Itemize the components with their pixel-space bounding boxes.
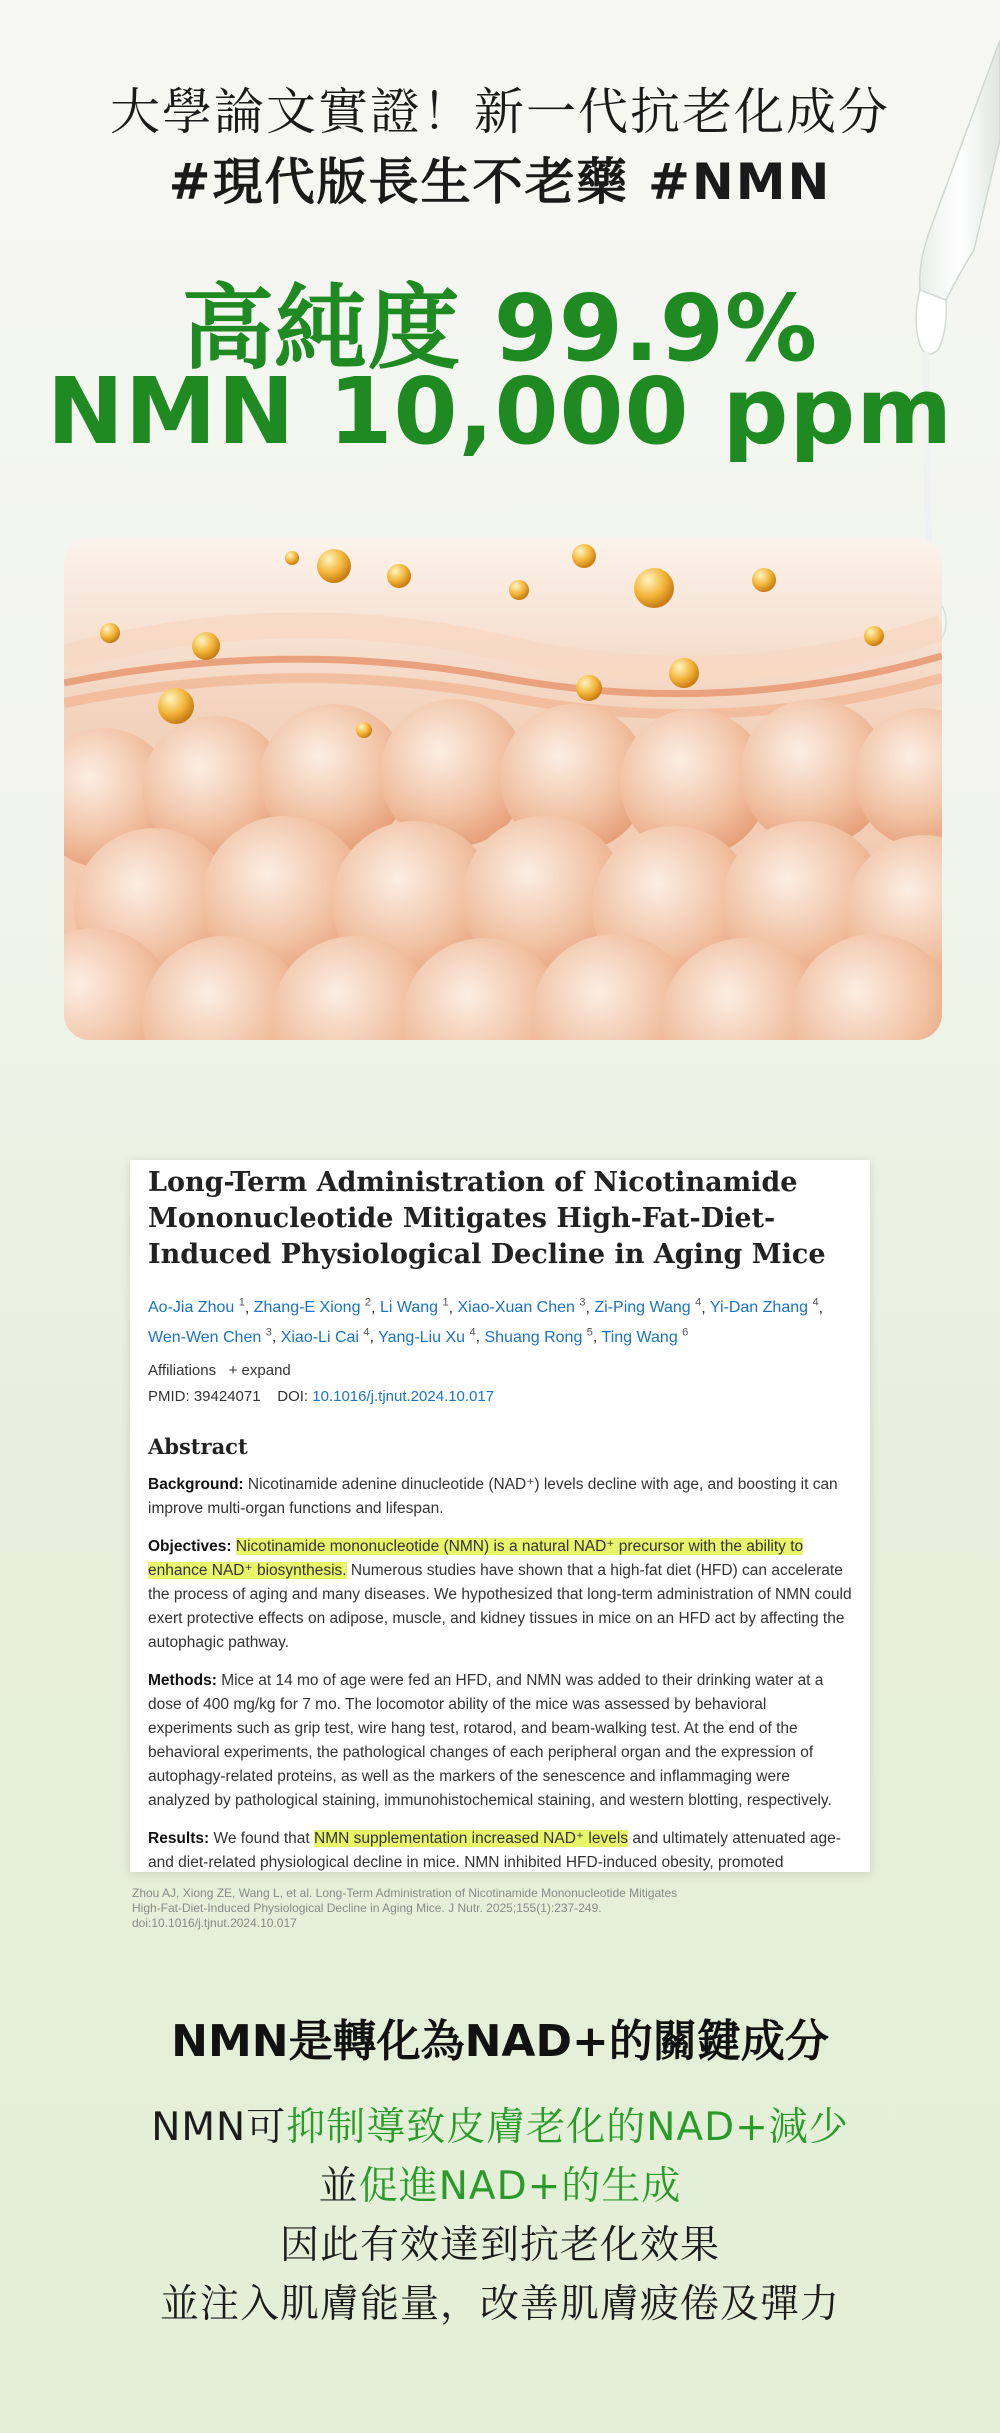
objectives-text: Numerous studies have shown that a high-fat diet (HFD) can accelerate the process of aging and many diseases. We hypothesized that long-term administration of NMN could exert protective effects on adipose, muscle, and kidney tissues in mice on an HFD act by affecting the autophagic pathway.	[148, 1561, 852, 1651]
author-link[interactable]: Wen-Wen Chen $^3$	[148, 1326, 272, 1346]
author-affiliation-number: 2	[364, 1297, 372, 1309]
author-link[interactable]: Ao-Jia Zhou $^1$	[148, 1297, 245, 1317]
identifier-row	[148, 1384, 852, 1410]
author-affiliation-number: 3	[579, 1297, 586, 1309]
author-list	[148, 1291, 852, 1350]
author-affiliation-number: 3	[265, 1326, 272, 1339]
doi-link[interactable]: 10.1016/j.tjnut.2024.10.017	[312, 1387, 495, 1405]
abstract-background	[148, 1473, 852, 1521]
research-paper-card	[130, 1160, 870, 1872]
author-separator: ,	[369, 1328, 379, 1346]
citation: Zhou AJ, Xiong ZE, Wang L, et al. Long-Term Administration of Nicotinamide Mononucleotide Mitigates High-Fat-Diet-Induced Physiological Decline in Aging Mice. J Nutr. 2025;155(1):237-249. doi:10.1016/j.tjnut.2024.10.017	[132, 1886, 678, 1930]
body-line-3: 因此有效達到抗老化效果	[279, 2223, 720, 2268]
body-line-2b: 促進NAD+的生成	[358, 2164, 682, 2209]
background-text: Nicotinamide adenine dinucleotide (NAD⁺) levels decline with age, and boosting it can improve multi-organ functions and lifespan.	[148, 1475, 838, 1517]
objectives-label: Objectives:	[148, 1537, 232, 1555]
author-affiliation-number: 5	[586, 1326, 593, 1339]
section-title: NMN是轉化為NAD+的關鍵成分	[171, 2016, 829, 2067]
pmid: PMID: 39424071	[148, 1387, 261, 1405]
author-link[interactable]: Yang-Liu Xu $^4$	[378, 1326, 476, 1346]
body-line-1a: NMN可	[151, 2105, 287, 2150]
author-link[interactable]: Xiao-Xuan Chen $^3$	[457, 1297, 586, 1317]
author-link[interactable]: Zhang-E Xiong $^2$	[253, 1297, 372, 1317]
affiliations-row	[148, 1358, 852, 1384]
methods-label: Methods:	[148, 1671, 217, 1689]
results-pre: We found that	[213, 1829, 310, 1847]
expand-link[interactable]: + expand	[228, 1361, 291, 1379]
author-link[interactable]: Li Wang $^1$	[379, 1297, 449, 1317]
author-affiliation-number: 6	[682, 1326, 689, 1339]
author-affiliation-number: 1	[442, 1297, 449, 1309]
author-link[interactable]: Shuang Rong $^5$	[484, 1326, 593, 1346]
abstract-heading: Abstract	[148, 1433, 248, 1459]
author-separator: ,	[818, 1299, 824, 1317]
background-label: Background:	[148, 1475, 244, 1493]
results-text: and ultimately attenuated age- and diet-related physiological decline in mice. NMN inhibited HFD-induced obesity, promoted	[148, 1829, 841, 1871]
abstract-objectives	[148, 1535, 852, 1655]
author-affiliation-number: 4	[363, 1326, 370, 1339]
results-label: Results:	[148, 1829, 210, 1847]
abstract-results	[148, 1827, 852, 1872]
affiliations-label: Affiliations	[148, 1361, 217, 1379]
body-line-2	[0, 2155, 1000, 2211]
hero-headline: 大學論文實證！新一代抗老化成分	[110, 83, 890, 141]
author-separator: ,	[475, 1328, 485, 1346]
author-link[interactable]: Ting Wang $^6$	[601, 1326, 689, 1346]
author-separator: ,	[592, 1328, 602, 1346]
concentration-text: NMN 10,000 ppm	[46, 358, 954, 465]
body-line-1b: 抑制導致皮膚老化的NAD+減少	[286, 2105, 849, 2150]
author-affiliation-number: 4	[695, 1297, 702, 1309]
skin-cells-illustration	[64, 538, 942, 1040]
author-link[interactable]: Xiao-Li Cai $^4$	[280, 1326, 370, 1346]
author-separator: ,	[448, 1299, 458, 1317]
purity-text: 高純度 99.9%	[181, 275, 819, 382]
author-separator: ,	[701, 1299, 710, 1317]
author-separator: ,	[371, 1299, 380, 1317]
hero-hashtags: #現代版長生不老藥 #NMN	[168, 153, 832, 211]
abstract-methods	[148, 1669, 852, 1813]
body-line-4: 並注入肌膚能量，改善肌膚疲倦及彈力	[159, 2282, 840, 2327]
results-highlight: NMN supplementation increased NAD⁺ levels	[314, 1829, 629, 1847]
doi-label: DOI:	[277, 1387, 309, 1405]
author-separator: ,	[244, 1299, 254, 1317]
body-line-1	[0, 2096, 1000, 2152]
paper-title: Long-Term Administration of Nicotinamide Mononucleotide Mitigates High-Fat-Diet-Induced Physiological Decline in Aging Mice	[148, 1167, 826, 1270]
body-line-2a: 並	[318, 2164, 359, 2209]
author-link[interactable]: Yi-Dan Zhang $^4$	[709, 1297, 819, 1317]
author-separator: ,	[585, 1299, 595, 1317]
author-affiliation-number: 4	[812, 1297, 819, 1309]
objectives-highlight: Nicotinamide mononucleotide (NMN) is a natural NAD⁺ precursor with the ability to enhance NAD⁺ biosynthesis.	[148, 1537, 804, 1579]
author-affiliation-number: 4	[469, 1326, 476, 1339]
methods-text: Mice at 14 mo of age were fed an HFD, and NMN was added to their drinking water at a dose of 400 mg/kg for 7 mo. The locomotor ability of the mice was assessed by behavioral experiments such as grip test, wire hang test, rotarod, and beam-walking test. At the end of the behavioral experiments, the pathological changes of each peripheral organ and the expression of autophagy-related proteins, as well as the markers of the senescence and inflammaging were analyzed by pathological staining, immunohistochemical staining, and western blotting, respectively.	[148, 1671, 832, 1809]
author-affiliation-number: 1	[238, 1297, 245, 1309]
author-link[interactable]: Zi-Ping Wang $^4$	[594, 1297, 702, 1317]
author-separator: ,	[271, 1328, 281, 1346]
